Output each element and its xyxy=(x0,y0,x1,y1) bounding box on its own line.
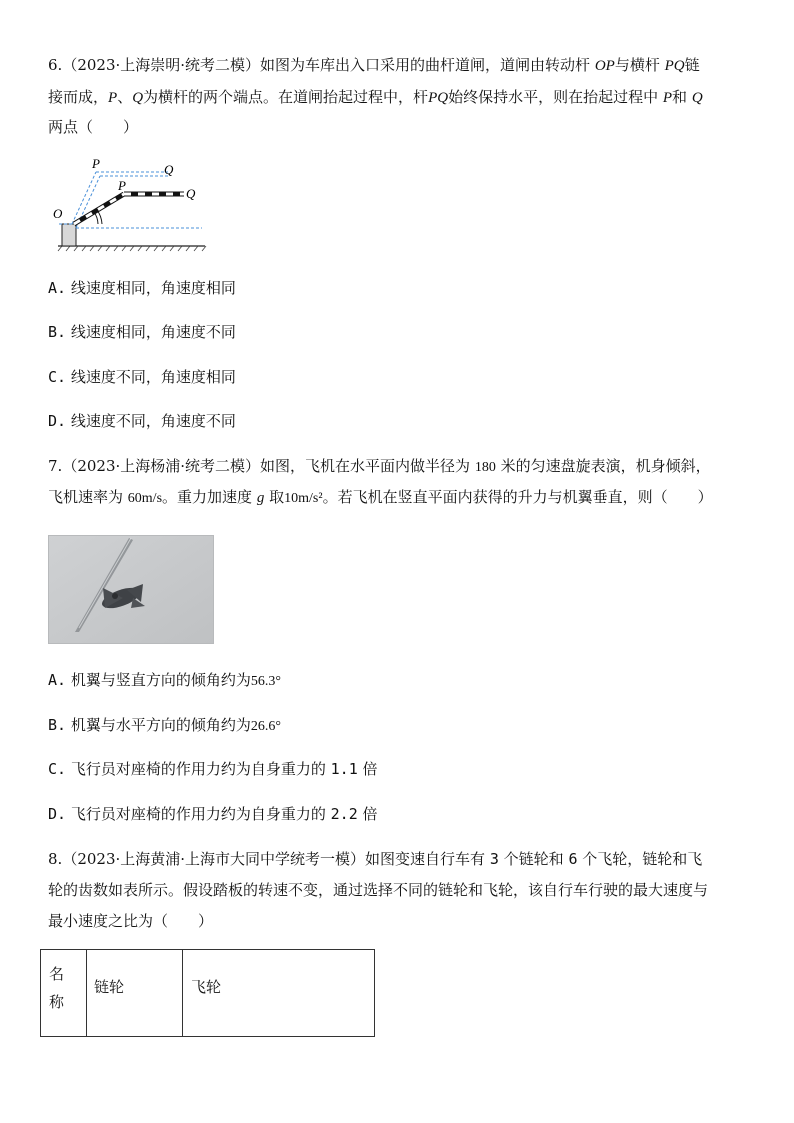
option-text: 线速度不同，角速度相同 xyxy=(70,368,236,386)
q7-gravity: 10m/s² xyxy=(284,491,323,506)
q6-text: 、 xyxy=(117,88,133,106)
q6-text: 接而成， xyxy=(48,88,109,106)
gate-barrier-figure xyxy=(50,152,210,254)
option-text: 线速度不同，角速度不同 xyxy=(70,412,236,430)
option-label: B. xyxy=(48,323,67,341)
q6-text: 链 xyxy=(684,56,700,74)
q8-chainring-count: 3 xyxy=(489,850,499,868)
option-label: A. xyxy=(48,671,67,689)
q6-text: 始终保持水平，则在抬起过程中 xyxy=(448,88,659,106)
q7-speed: 60m/s xyxy=(127,491,163,506)
q7-var-g: g xyxy=(256,490,265,506)
option-value: 56.3° xyxy=(250,674,281,689)
q6-option-b[interactable] xyxy=(48,321,236,343)
q8-number: 8. xyxy=(48,850,63,868)
q6-text: 如图为车库出入口采用的曲杆道闸，道闸由转动杆 xyxy=(260,56,591,74)
q8-line-1 xyxy=(48,848,702,870)
q6-line-2 xyxy=(48,86,703,109)
header-name-char: 名 xyxy=(49,965,65,983)
label-p-raised: P xyxy=(92,156,100,171)
option-text: 飞行员对座椅的作用力约为自身重力的 xyxy=(70,805,326,823)
option-label: D. xyxy=(48,412,67,430)
option-suffix: 倍 xyxy=(362,760,378,778)
q8-text: 个链轮和 xyxy=(503,850,564,868)
q7-source: （2023·上海杨浦·统考二模） xyxy=(62,457,261,475)
q6-source: （2023·上海崇明·统考二模） xyxy=(62,56,261,74)
option-suffix: 倍 xyxy=(362,805,378,823)
q6-line-1 xyxy=(48,54,700,77)
q6-var-q: Q xyxy=(132,90,144,106)
q7-number: 7. xyxy=(48,457,63,475)
option-label: A. xyxy=(48,279,67,297)
q6-text: 为横杆的两个端点。在道闸抬起过程中，杆 xyxy=(143,88,429,106)
table-row xyxy=(41,950,375,1037)
q6-var-p: P xyxy=(662,90,673,106)
gear-teeth-table xyxy=(40,949,375,1037)
q6-text: 和 xyxy=(672,88,688,106)
ground-hatching xyxy=(58,246,206,251)
q8-text: 个飞轮，链轮和飞 xyxy=(582,850,703,868)
table-cell-chainring xyxy=(87,950,183,1037)
q6-line-3: 两点（ ） xyxy=(48,118,139,136)
label-q-raised: Q xyxy=(164,162,174,177)
header-sprocket: 飞轮 xyxy=(191,978,222,996)
angle-arc xyxy=(94,212,98,224)
q6-option-c[interactable] xyxy=(48,366,236,388)
airplane-photo xyxy=(48,535,214,644)
header-chainring: 链轮 xyxy=(94,978,125,996)
q7-option-d[interactable] xyxy=(48,803,378,825)
q7-text: 。重力加速度 xyxy=(162,488,253,506)
table-cell-sprocket xyxy=(183,950,375,1037)
label-p: P xyxy=(118,178,126,193)
q6-var-p: P xyxy=(108,90,118,106)
q6-var-op: OP xyxy=(594,58,615,74)
q8-line-3: 最小速度之比为（ ） xyxy=(48,912,214,930)
q8-text: 如图变速自行车有 xyxy=(365,850,486,868)
table-cell-name xyxy=(41,950,87,1037)
q7-line-2 xyxy=(48,486,713,510)
option-value: 1.1 xyxy=(330,760,358,778)
option-value: 26.6° xyxy=(250,719,281,734)
q7-option-b[interactable] xyxy=(48,714,281,738)
q7-text: 取 xyxy=(269,488,285,506)
option-label: C. xyxy=(48,760,67,778)
option-text: 机翼与竖直方向的倾角约为 xyxy=(70,671,251,689)
q7-text: 飞机速率为 xyxy=(48,488,124,506)
label-q: Q xyxy=(186,186,196,201)
q6-var-pq: PQ xyxy=(664,58,685,74)
gate-post xyxy=(62,224,76,246)
q8-source: （2023·上海黄浦·上海市大同中学统考一模） xyxy=(62,850,366,868)
option-text: 线速度相同，角速度相同 xyxy=(70,279,236,297)
option-text: 飞行员对座椅的作用力约为自身重力的 xyxy=(70,760,326,778)
label-o: O xyxy=(53,206,63,221)
q8-sprocket-count: 6 xyxy=(568,850,578,868)
header-name-char: 称 xyxy=(49,993,65,1011)
q6-option-a[interactable] xyxy=(48,277,236,299)
airplane-silhouette xyxy=(49,536,213,643)
option-value: 2.2 xyxy=(330,805,358,823)
q6-var-pq: PQ xyxy=(428,90,449,106)
q7-text: 如图，飞机在水平面内做半径为 xyxy=(260,457,471,475)
option-label: C. xyxy=(48,368,67,386)
option-text: 机翼与水平方向的倾角约为 xyxy=(70,716,251,734)
q7-option-c[interactable] xyxy=(48,758,378,780)
q6-text: 与横杆 xyxy=(614,56,660,74)
q7-text: 。若飞机在竖直平面内获得的升力与机翼垂直，则（ ） xyxy=(322,488,713,506)
rod-op xyxy=(74,194,124,224)
q7-radius: 180 xyxy=(474,460,496,475)
q6-var-q: Q xyxy=(691,90,703,106)
option-text: 线速度相同，角速度不同 xyxy=(70,323,236,341)
q7-line-1 xyxy=(48,455,711,479)
q6-number: 6. xyxy=(48,56,63,74)
q8-line-2: 轮的齿数如表所示。假设踏板的转速不变，通过选择不同的链轮和飞轮，该自行车行驶的最大速度与 xyxy=(48,881,709,899)
q6-option-d[interactable] xyxy=(48,410,236,432)
q7-option-a[interactable] xyxy=(48,669,281,693)
q7-text: 米的匀速盘旋表演，机身倾斜， xyxy=(500,457,711,475)
option-label: D. xyxy=(48,805,67,823)
option-label: B. xyxy=(48,716,67,734)
